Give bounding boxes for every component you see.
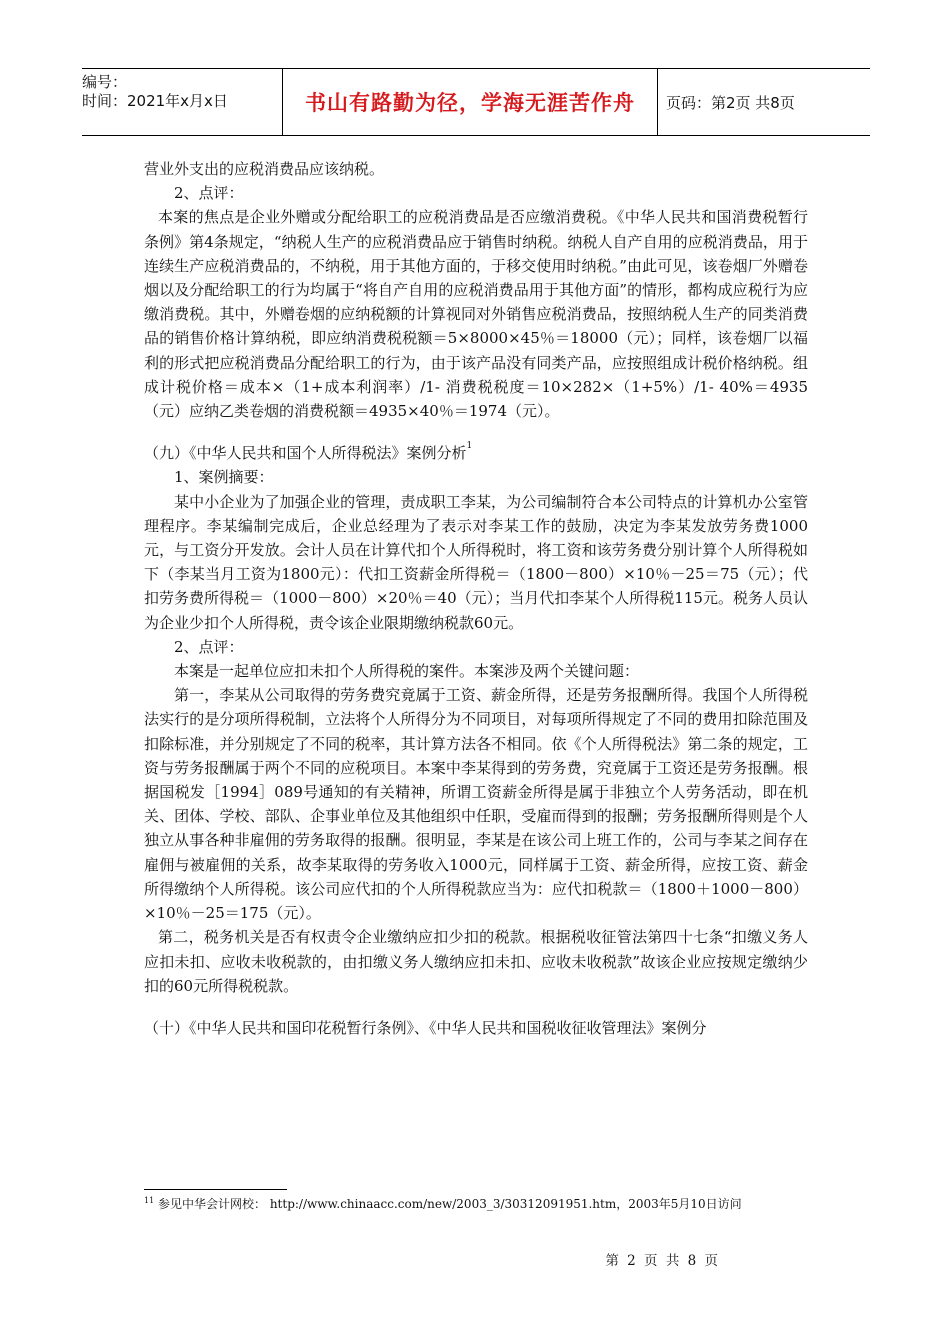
footnote [144,1196,824,1212]
page-footer: 第 2 页 共 8 页 [605,1253,720,1269]
page-header [82,68,870,136]
paragraph: 本案是一起单位应扣未扣个人所得税的案件。本案涉及两个关键问题： [174,662,640,681]
document-time-label: 时间：2021年x月x日 [82,92,228,110]
section-heading: 2、点评： [174,637,244,656]
document-number-label: 编号： [82,73,128,91]
paragraph: 某中小企业为了加强企业的管理，责成职工李某，为公司编制符合本公司特点的计算机办公室管理程序。李某编制完成后，企业总经理为了表示对李某工作的鼓励，决定为李某发放劳务费1000元，与工资分开发放。会计人员在计算代扣个人所得税时，将工资和该劳务费分别计算个人所得税如下（李某当月工资为1800元）：代扣工资薪金所得税＝（1800－800）×10％－25＝75（元）；代扣劳务费所得税＝（1000－800）×20％＝40（元）；当月代扣李某个人所得税115元。税务人员认为企业少扣个人所得税，责令该企业限期缴纳税款60元。 [144,492,808,632]
header-motto-cell [282,69,658,135]
header-motto: 书山有路勤为径，学海无涯苦作舟 [305,91,635,115]
paragraph: 第二，税务机关是否有权责令企业缴纳应扣少扣的税款。根据税收征管法第四十七条“扣缴义务人应扣未扣、应收未收税款的，由扣缴义务人缴纳应扣未扣、应收未收税款”故该企业应按规定缴纳少扣的60元所得税税款。 [144,928,808,995]
section-heading: 1、案例摘要： [174,468,274,487]
section-title-text: （九）《中华人民共和国个人所得税法》案例分析 [144,444,467,463]
paragraph: 营业外支出的应税消费品应该纳税。 [144,160,385,178]
footnote-marker: 11 [144,1196,155,1205]
paragraph: 第一，李某从公司取得的劳务费究竟属于工资、薪金所得，还是劳务报酬所得。我国个人所得税法实行的是分项所得税制，立法将个人所得分为不同项目，对每项所得规定了不同的费用扣除范围及扣除标准，并分别规定了不同的税率，其计算方法各不相同。依《个人所得税法》第二条的规定，工资与劳务报酬属于两个不同的应税项目。本案中李某得到的劳务费，究竟属于工资还是劳务报酬。根据国税发［1994］089号通知的有关精神，所谓工资薪金所得是属于非独立个人劳务活动，即在机关、团体、学校、部队、企事业单位及其他组织中任职，受雇而得到的报酬；劳务报酬所得则是个人独立从事各种非雇佣的劳务取得的报酬。很明显，李某是在该公司上班工作的，公司与李某之间存在雇佣与被雇佣的关系，故李某取得的劳务收入1000元，同样属于工资、薪金所得，应按工资、薪金所得缴纳个人所得税。该公司应代扣的个人所得税款应当为：应代扣税款＝（1800＋1000－800）×10％－25＝175（元）。 [144,686,808,923]
header-meta [82,69,282,135]
header-page-info: 页码：第2页 共8页 [666,93,795,112]
footnote-ref[interactable]: 1 [466,441,473,452]
footnote-divider [144,1189,287,1190]
section-heading: 2、点评： [174,184,244,203]
section-title [144,441,808,465]
document-body [144,157,808,1040]
paragraph: 本案的焦点是企业外赠或分配给职工的应税消费品是否应缴消费税。《中华人民共和国消费税暂行条例》第4条规定，“纳税人生产的应税消费品应于销售时纳税。纳税人自产自用的应税消费品，用于连续生产应税消费品的，不纳税，用于其他方面的，于移交使用时纳税。”由此可见，该卷烟厂外赠卷烟以及分配给职工的行为均属于“将自产自用的应税消费品用于其他方面”的情形，都构成应税行为应缴消费税。其中，外赠卷烟的应纳税额的计算视同对外销售应税消费品，按照纳税人生产的同类消费品的销售价格计算纳税，即应纳消费税税额＝5×8000×45％＝18000（元）；同样，该卷烟厂以福利的形式把应税消费品分配给职工的行为，由于该产品没有同类产品，应按照组成计税价格纳税。组成计税价格＝成本×（1+成本利润率）/1- 消费税税度＝10×282×（1+5%）/1- 40%＝4935（元）应纳乙类卷烟的消费税额＝4935×40％＝1974（元）。 [144,208,808,421]
section-title: （十）《中华人民共和国印花税暂行条例》、《中华人民共和国税收征收管理法》案例分 [144,1018,707,1037]
footnote-text: 参见中华会计网校： http://www.chinaacc.com/new/2003_3/30312091951.htm，2003年5月10日访问 [154,1197,742,1211]
